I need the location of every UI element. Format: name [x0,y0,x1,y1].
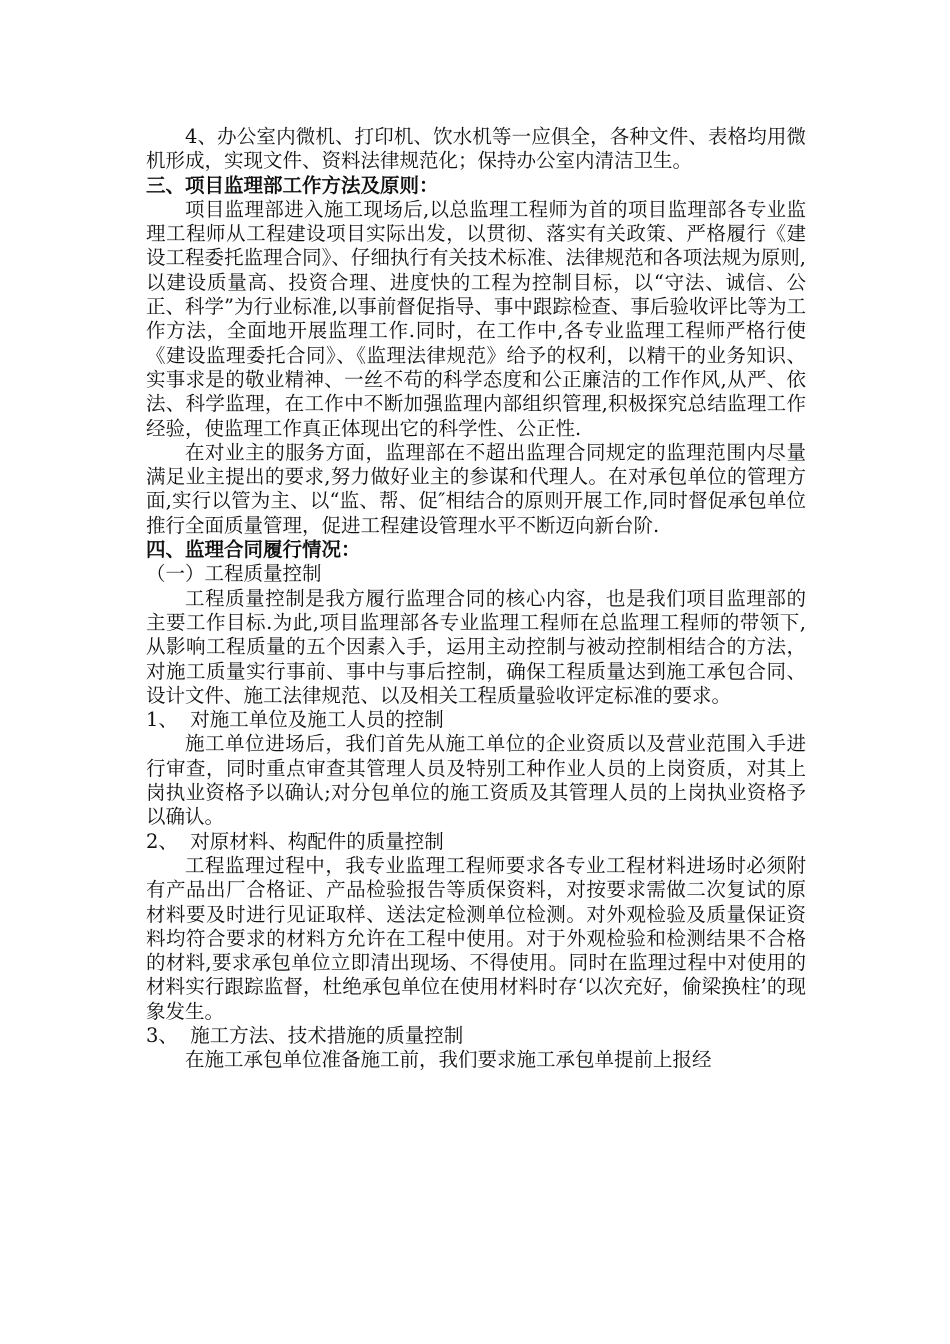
item-heading-2: 2、 对原材料、构配件的质量控制 [146,829,444,853]
paragraph-contractor-review: 施工单位进场后，我们首先从施工单位的企业资质以及营业范围入手进行审查，同时重点审查其管理人员及特别工种作业人员的上岗资质，对其上岗执业资格予以确认;对分包单位的施工资质及其管理人员的上岗执业资格予以确认。 [146,732,806,829]
paragraph-owner-service: 在对业主的服务方面，监理部在不超出监理合同规定的监理范围内尽量满足业主提出的要求,努力做好业主的参谋和代理人。在对承包单位的管理方面,实行以管为主、以“监、帮、促″相结合的原则开展工作,同时督促承包单位推行全面质量管理，促进工程建设管理水平不断迈向新台阶. [146,440,806,537]
item-heading-1: 1、 对施工单位及施工人员的控制 [146,708,444,732]
paragraph-work-methods: 项目监理部进入施工现场后,以总监理工程师为首的项目监理部各专业监理工程师从工程建设项目实际出发，以贯彻、落实有关政策、严格履行《建设工程委托监理合同》、仔细执行有关技术标准、法律规范和各项法规为原则,以建设质量高、投资合理、进度快的工程为控制目标，以“守法、诚信、公正、科学”为行业标准,以事前督促指导、事中跟踪检查、事后验收评比等为工作方法，全面地开展监理工作.同时，在工作中,各专业监理工程师严格行使《建设监理委托合同》、《监理法律规范》给予的权利，以精干的业务知识、实事求是的敬业精神、一丝不苟的科学态度和公正廉洁的工作作风,从严、依法、科学监理，在工作中不断加强监理内部组织管理,积极探究总结监理工作经验，使监理工作真正体现出它的科学性、公正性. [146,197,806,440]
item-heading-3: 3、 施工方法、技术措施的质量控制 [146,1023,464,1047]
section-heading-4: 四、监理合同履行情况： [146,538,361,562]
paragraph-construction-methods: 在施工承包单位准备施工前，我们要求施工承包单提前上报经 [185,1048,712,1072]
section-heading-3: 三、项目监理部工作方法及原则： [146,173,439,197]
paragraph-quality-control: 工程质量控制是我方履行监理合同的核心内容，也是我们项目监理部的主要工作目标.为此,项目监理部各专业监理工程师在总监理工程师的带领下,从影响工程质量的五个因素入手，运用主动控制与被动控制相结合的方法，对施工质量实行事前、事中与事后控制，确保工程质量达到施工承包合同、设计文件、施工法律规范、以及相关工程质量验收评定标准的要求。 [146,586,806,707]
paragraph-office-equipment: 4、办公室内微机、打印机、饮水机等一应俱全，各种文件、表格均用微机形成，实现文件、资料法律规范化；保持办公室内清洁卫生。 [146,125,806,173]
paragraph-material-control: 工程监理过程中，我专业监理工程师要求各专业工程材料进场时必须附有产品出厂合格证、产品检验报告等质保资料，对按要求需做二次复试的原材料要及时进行见证取样、送法定检测单位检测。对外观检验及质量保证资料均符合要求的材料方允许在工程中使用。对于外观检验和检测结果不合格的材料,要求承包单位立即清出现场、不得使用。同时在监理过程中对使用的材料实行跟踪监督，杜绝承包单位在使用材料时存‘以次充好，偷梁换柱’的现象发生。 [146,853,806,1023]
subsection-heading-quality: （一）工程质量控制 [146,562,322,586]
document-page [146,125,806,1073]
